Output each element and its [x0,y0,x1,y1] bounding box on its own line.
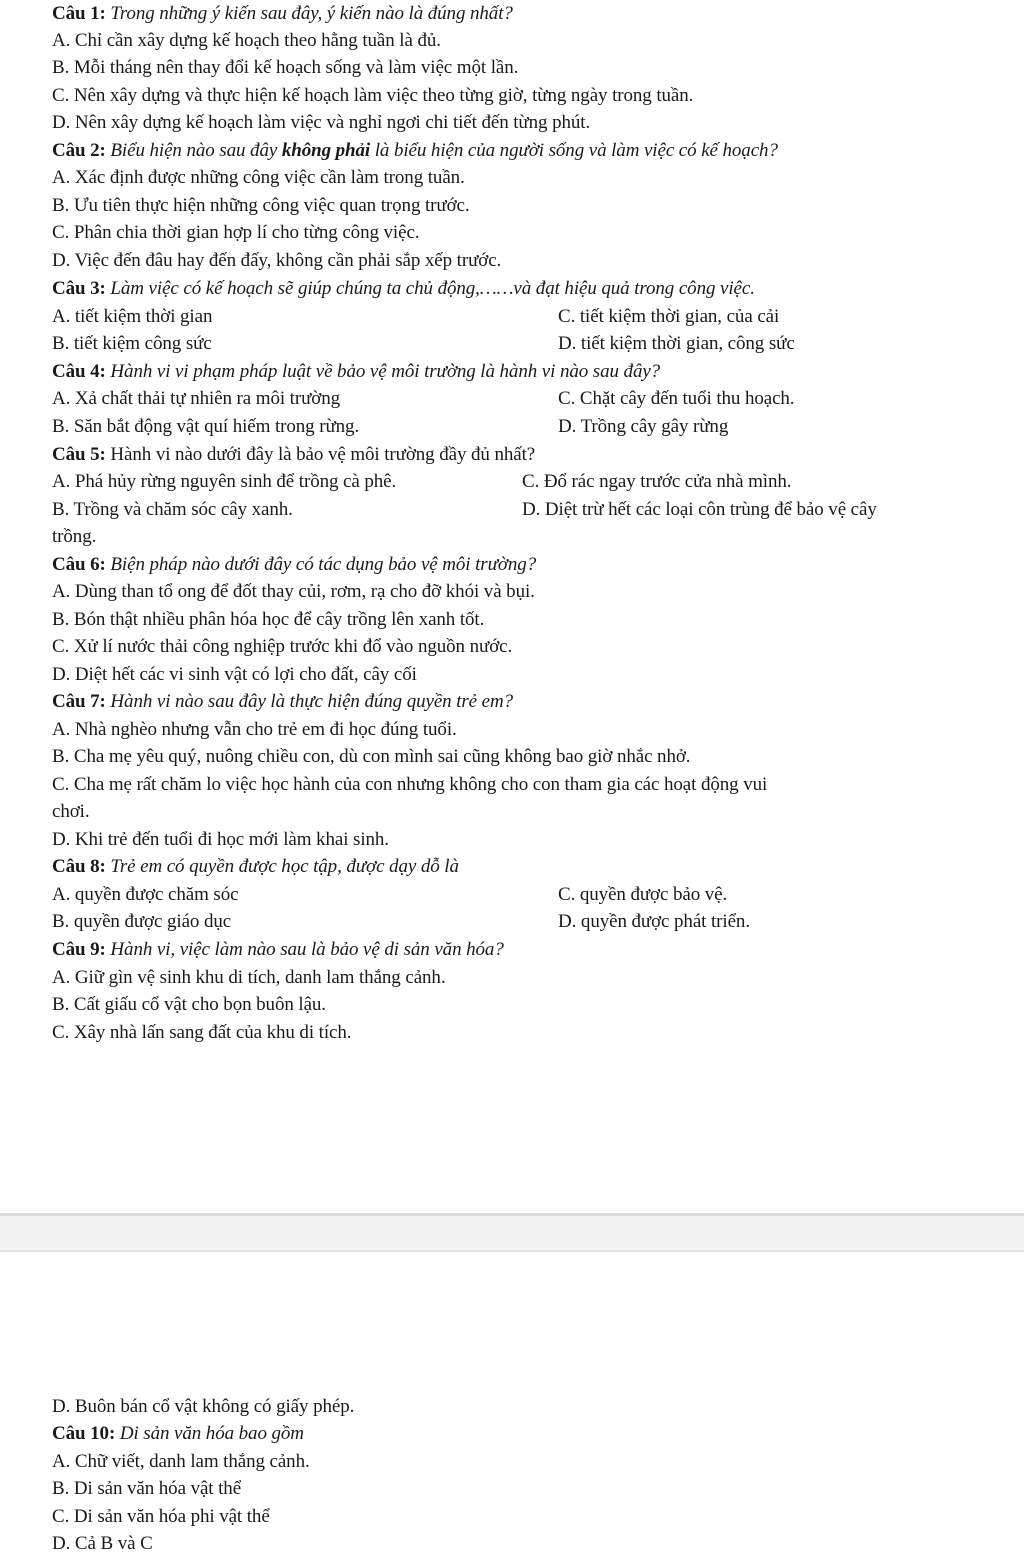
option: C. tiết kiệm thời gian, của cải [558,306,780,327]
question-7 [52,690,513,714]
option: B. Mỗi tháng nên thay đổi kế hoạch sống và làm việc một lần. [52,57,519,78]
question-9 [52,938,504,962]
option: B. tiết kiệm công sức [52,333,212,354]
option-continuation: trồng. [52,526,97,547]
question-5 [52,443,535,467]
option: B. Săn bắt động vật quí hiếm trong rừng. [52,416,360,437]
option: B. Cất giấu cổ vật cho bọn buôn lậu. [52,994,326,1015]
option: C. Cha mẹ rất chăm lo việc học hành của con nhưng không cho con tham gia các hoạt động vui [52,774,768,795]
option: A. Chữ viết, danh lam thắng cảnh. [52,1451,310,1472]
question-3 [52,277,755,301]
option: D. Trồng cây gây rừng [558,416,729,437]
option: D. Việc đến đâu hay đến đấy, không cần phải sắp xếp trước. [52,250,502,271]
option: A. Xả chất thải tự nhiên ra môi trường [52,388,341,409]
option: C. Xây nhà lấn sang đất của khu di tích. [52,1022,352,1043]
question-text: Trẻ em có quyền được học tập, được dạy dỗ là [110,856,459,877]
option: D. tiết kiệm thời gian, công sức [558,333,795,354]
question-8 [52,855,459,879]
option: C. quyền được bảo vệ. [558,884,728,905]
question-text: Di sản văn hóa bao gồm [119,1423,304,1444]
question-emphasis: không phải [281,140,371,161]
option: D. Cả B và C [52,1533,153,1554]
question-text: Làm việc có kế hoạch sẽ giúp chúng ta chủ động,……và đạt hiệu quả trong công việc. [110,278,755,299]
question-text: Hành vi nào sau đây là thực hiện đúng quyền trẻ em? [110,691,514,712]
question-1 [52,2,513,26]
question-6 [52,553,536,577]
question-label: Câu 4: [52,361,106,382]
option: A. quyền được chăm sóc [52,884,239,905]
option: A. Phá hủy rừng nguyên sinh để trồng cà phê. [52,471,397,492]
option: C. Xử lí nước thải công nghiệp trước khi đổ vào nguồn nước. [52,636,513,657]
option: C. Di sản văn hóa phi vật thể [52,1506,270,1527]
question-2 [52,139,778,163]
question-text: là biểu hiện của người sống và làm việc có kế hoạch? [374,140,778,161]
option: C. Nên xây dựng và thực hiện kế hoạch làm việc theo từng giờ, từng ngày trong tuần. [52,85,694,106]
question-label: Câu 8: [52,856,106,877]
option: B. Ưu tiên thực hiện những công việc quan trọng trước. [52,195,470,216]
question-label: Câu 2: [52,140,106,161]
question-label: Câu 6: [52,554,106,575]
page-break-divider [0,1213,1024,1252]
question-label: Câu 7: [52,691,106,712]
question-label: Câu 10: [52,1423,116,1444]
option: D. quyền được phát triển. [558,911,750,932]
option: D. Buôn bán cổ vật không có giấy phép. [52,1396,355,1417]
option: A. Nhà nghèo nhưng vẫn cho trẻ em đi học đúng tuổi. [52,719,457,740]
option: B. Bón thật nhiều phân hóa học để cây trồng lên xanh tốt. [52,609,485,630]
option: D. Nên xây dựng kế hoạch làm việc và nghỉ ngơi chi tiết đến từng phút. [52,112,591,133]
option: C. Chặt cây đến tuổi thu hoạch. [558,388,795,409]
option: B. Trồng và chăm sóc cây xanh. [52,499,293,520]
question-label: Câu 9: [52,939,106,960]
option: A. Giữ gìn vệ sinh khu di tích, danh lam thắng cảnh. [52,967,446,988]
question-4 [52,360,660,384]
option: C. Đổ rác ngay trước cửa nhà mình. [522,471,792,492]
question-label: Câu 5: [52,444,106,465]
option: A. Chỉ cần xây dựng kế hoạch theo hằng tuần là đủ. [52,30,441,51]
option: D. Khi trẻ đến tuổi đi học mới làm khai sinh. [52,829,389,850]
option: B. quyền được giáo dục [52,911,232,932]
question-text: Biểu hiện nào sau đây [110,140,278,161]
option: D. Diệt hết các vi sinh vật có lợi cho đất, cây cối [52,664,417,685]
question-text: Hành vi, việc làm nào sau là bảo vệ di sản văn hóa? [110,939,504,960]
question-text: Hành vi nào dưới đây là bảo vệ môi trường đầy đủ nhất? [110,444,536,465]
question-label: Câu 3: [52,278,106,299]
option: B. Cha mẹ yêu quý, nuông chiều con, dù con mình sai cũng không bao giờ nhắc nhở. [52,746,691,767]
question-10 [52,1422,304,1446]
question-text: Hành vi vi phạm pháp luật về bảo vệ môi trường là hành vi nào sau đây? [110,361,661,382]
option: A. Dùng than tổ ong để đốt thay củi, rơm, rạ cho đỡ khói và bụi. [52,581,535,602]
option: A. tiết kiệm thời gian [52,306,213,327]
option: B. Di sản văn hóa vật thể [52,1478,242,1499]
option: A. Xác định được những công việc cần làm trong tuần. [52,167,465,188]
question-text: Trong những ý kiến sau đây, ý kiến nào là đúng nhất? [110,3,513,24]
question-text: Biện pháp nào dưới đây có tác dụng bảo vệ môi trường? [110,554,537,575]
question-label: Câu 1: [52,3,106,24]
option-continuation: chơi. [52,801,90,822]
option: C. Phân chia thời gian hợp lí cho từng công việc. [52,222,420,243]
option: D. Diệt trừ hết các loại côn trùng để bảo vệ cây [522,499,877,520]
